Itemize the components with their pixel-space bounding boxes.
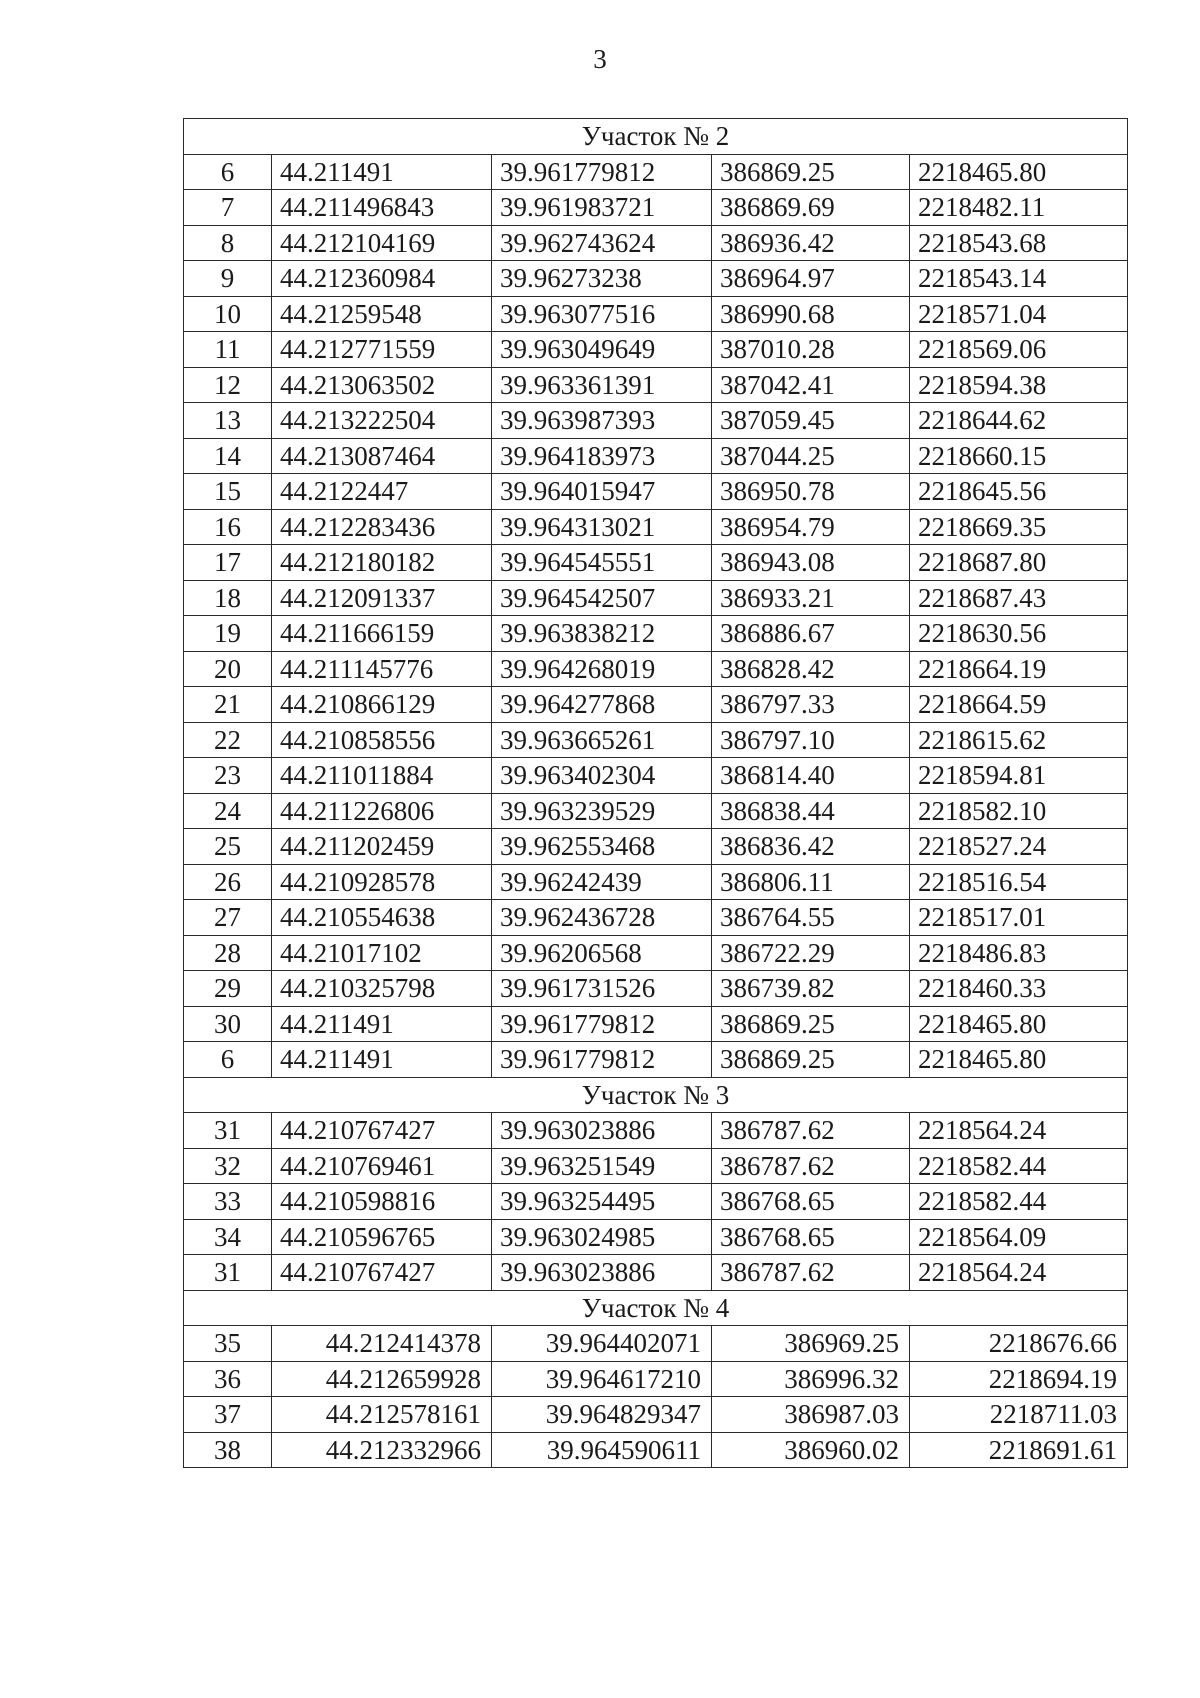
point-number-cell: 37 [184,1397,272,1433]
longitude-cell: 39.964590611 [492,1432,712,1468]
longitude-cell: 39.964542507 [492,580,712,616]
longitude-cell: 39.963023886 [492,1113,712,1149]
point-number-cell: 6 [184,154,272,190]
x-coordinate-cell: 386936.42 [712,225,910,261]
table-row [184,687,1128,723]
point-number-cell: 14 [184,438,272,474]
latitude-cell: 44.212104169 [272,225,492,261]
x-coordinate-cell: 386764.55 [712,900,910,936]
point-number-cell: 6 [184,1042,272,1078]
y-coordinate-cell: 2218543.68 [910,225,1128,261]
point-number-cell: 30 [184,1006,272,1042]
table-row [184,332,1128,368]
point-number-cell: 7 [184,190,272,226]
section-header-row [184,1290,1128,1326]
table-row [184,509,1128,545]
y-coordinate-cell: 2218465.80 [910,154,1128,190]
x-coordinate-cell: 386768.65 [712,1184,910,1220]
latitude-cell: 44.210767427 [272,1255,492,1291]
y-coordinate-cell: 2218645.56 [910,474,1128,510]
x-coordinate-cell: 386836.42 [712,829,910,865]
y-coordinate-cell: 2218460.33 [910,971,1128,1007]
section-header-row [184,119,1128,155]
x-coordinate-cell: 386869.25 [712,1042,910,1078]
table-row [184,1326,1128,1362]
table-row [184,935,1128,971]
x-coordinate-cell: 386969.25 [712,1326,910,1362]
section-title: Участок № 2 [184,119,1128,155]
point-number-cell: 31 [184,1255,272,1291]
x-coordinate-cell: 386797.33 [712,687,910,723]
point-number-cell: 27 [184,900,272,936]
page-number: 3 [593,44,607,74]
longitude-cell: 39.96206568 [492,935,712,971]
point-number-cell: 20 [184,651,272,687]
latitude-cell: 44.211491 [272,1006,492,1042]
longitude-cell: 39.962743624 [492,225,712,261]
longitude-cell: 39.963023886 [492,1255,712,1291]
point-number-cell: 31 [184,1113,272,1149]
coordinates-table [183,118,1128,1468]
x-coordinate-cell: 386933.21 [712,580,910,616]
longitude-cell: 39.96273238 [492,261,712,297]
y-coordinate-cell: 2218594.81 [910,758,1128,794]
x-coordinate-cell: 387042.41 [712,367,910,403]
x-coordinate-cell: 386964.97 [712,261,910,297]
x-coordinate-cell: 387059.45 [712,403,910,439]
table-row [184,829,1128,865]
y-coordinate-cell: 2218664.59 [910,687,1128,723]
table-row [184,438,1128,474]
point-number-cell: 36 [184,1361,272,1397]
table-row [184,154,1128,190]
y-coordinate-cell: 2218660.15 [910,438,1128,474]
y-coordinate-cell: 2218569.06 [910,332,1128,368]
point-number-cell: 9 [184,261,272,297]
latitude-cell: 44.212578161 [272,1397,492,1433]
longitude-cell: 39.963254495 [492,1184,712,1220]
x-coordinate-cell: 386869.69 [712,190,910,226]
y-coordinate-cell: 2218644.62 [910,403,1128,439]
x-coordinate-cell: 386954.79 [712,509,910,545]
y-coordinate-cell: 2218527.24 [910,829,1128,865]
y-coordinate-cell: 2218486.83 [910,935,1128,971]
y-coordinate-cell: 2218594.38 [910,367,1128,403]
longitude-cell: 39.963239529 [492,793,712,829]
point-number-cell: 8 [184,225,272,261]
longitude-cell: 39.963665261 [492,722,712,758]
point-number-cell: 35 [184,1326,272,1362]
longitude-cell: 39.961779812 [492,1006,712,1042]
x-coordinate-cell: 386960.02 [712,1432,910,1468]
point-number-cell: 22 [184,722,272,758]
longitude-cell: 39.961779812 [492,1042,712,1078]
latitude-cell: 44.211202459 [272,829,492,865]
longitude-cell: 39.964829347 [492,1397,712,1433]
y-coordinate-cell: 2218582.10 [910,793,1128,829]
x-coordinate-cell: 386996.32 [712,1361,910,1397]
y-coordinate-cell: 2218582.44 [910,1184,1128,1220]
point-number-cell: 38 [184,1432,272,1468]
table-row [184,367,1128,403]
latitude-cell: 44.211491 [272,1042,492,1078]
longitude-cell: 39.96242439 [492,864,712,900]
latitude-cell: 44.210858556 [272,722,492,758]
latitude-cell: 44.212180182 [272,545,492,581]
latitude-cell: 44.212659928 [272,1361,492,1397]
point-number-cell: 29 [184,971,272,1007]
point-number-cell: 19 [184,616,272,652]
x-coordinate-cell: 386814.40 [712,758,910,794]
x-coordinate-cell: 386722.29 [712,935,910,971]
y-coordinate-cell: 2218676.66 [910,1326,1128,1362]
x-coordinate-cell: 386886.67 [712,616,910,652]
longitude-cell: 39.963402304 [492,758,712,794]
table-row [184,1397,1128,1433]
point-number-cell: 17 [184,545,272,581]
longitude-cell: 39.964545551 [492,545,712,581]
longitude-cell: 39.963361391 [492,367,712,403]
latitude-cell: 44.212414378 [272,1326,492,1362]
table-row [184,261,1128,297]
x-coordinate-cell: 386869.25 [712,154,910,190]
y-coordinate-cell: 2218711.03 [910,1397,1128,1433]
latitude-cell: 44.213222504 [272,403,492,439]
coordinates-table-body [184,119,1128,1468]
longitude-cell: 39.964313021 [492,509,712,545]
table-row [184,1219,1128,1255]
y-coordinate-cell: 2218630.56 [910,616,1128,652]
y-coordinate-cell: 2218571.04 [910,296,1128,332]
y-coordinate-cell: 2218694.19 [910,1361,1128,1397]
y-coordinate-cell: 2218564.24 [910,1255,1128,1291]
table-row [184,545,1128,581]
point-number-cell: 18 [184,580,272,616]
point-number-cell: 15 [184,474,272,510]
latitude-cell: 44.210596765 [272,1219,492,1255]
latitude-cell: 44.211226806 [272,793,492,829]
point-number-cell: 16 [184,509,272,545]
x-coordinate-cell: 387010.28 [712,332,910,368]
y-coordinate-cell: 2218582.44 [910,1148,1128,1184]
latitude-cell: 44.211496843 [272,190,492,226]
latitude-cell: 44.210598816 [272,1184,492,1220]
x-coordinate-cell: 386787.62 [712,1148,910,1184]
y-coordinate-cell: 2218669.35 [910,509,1128,545]
x-coordinate-cell: 386828.42 [712,651,910,687]
y-coordinate-cell: 2218564.24 [910,1113,1128,1149]
longitude-cell: 39.963987393 [492,403,712,439]
section-header-row [184,1077,1128,1113]
x-coordinate-cell: 386787.62 [712,1113,910,1149]
y-coordinate-cell: 2218564.09 [910,1219,1128,1255]
latitude-cell: 44.210769461 [272,1148,492,1184]
point-number-cell: 26 [184,864,272,900]
y-coordinate-cell: 2218664.19 [910,651,1128,687]
latitude-cell: 44.211011884 [272,758,492,794]
y-coordinate-cell: 2218465.80 [910,1006,1128,1042]
longitude-cell: 39.961731526 [492,971,712,1007]
point-number-cell: 23 [184,758,272,794]
longitude-cell: 39.964183973 [492,438,712,474]
longitude-cell: 39.964402071 [492,1326,712,1362]
latitude-cell: 44.211145776 [272,651,492,687]
longitude-cell: 39.963077516 [492,296,712,332]
table-row [184,190,1128,226]
latitude-cell: 44.211666159 [272,616,492,652]
table-row [184,1006,1128,1042]
latitude-cell: 44.210554638 [272,900,492,936]
x-coordinate-cell: 386768.65 [712,1219,910,1255]
longitude-cell: 39.964268019 [492,651,712,687]
table-row [184,1148,1128,1184]
y-coordinate-cell: 2218543.14 [910,261,1128,297]
table-row [184,1361,1128,1397]
x-coordinate-cell: 386987.03 [712,1397,910,1433]
table-row [184,296,1128,332]
table-row [184,758,1128,794]
longitude-cell: 39.963838212 [492,616,712,652]
table-row [184,793,1128,829]
y-coordinate-cell: 2218687.80 [910,545,1128,581]
latitude-cell: 44.210866129 [272,687,492,723]
y-coordinate-cell: 2218615.62 [910,722,1128,758]
table-row [184,900,1128,936]
point-number-cell: 24 [184,793,272,829]
latitude-cell: 44.212771559 [272,332,492,368]
latitude-cell: 44.212283436 [272,509,492,545]
x-coordinate-cell: 386787.62 [712,1255,910,1291]
latitude-cell: 44.210767427 [272,1113,492,1149]
point-number-cell: 25 [184,829,272,865]
point-number-cell: 34 [184,1219,272,1255]
section-title: Участок № 4 [184,1290,1128,1326]
x-coordinate-cell: 386739.82 [712,971,910,1007]
table-row [184,1432,1128,1468]
longitude-cell: 39.964277868 [492,687,712,723]
x-coordinate-cell: 386838.44 [712,793,910,829]
y-coordinate-cell: 2218687.43 [910,580,1128,616]
latitude-cell: 44.212332966 [272,1432,492,1468]
latitude-cell: 44.212360984 [272,261,492,297]
table-row [184,651,1128,687]
longitude-cell: 39.961983721 [492,190,712,226]
x-coordinate-cell: 386806.11 [712,864,910,900]
table-row [184,1184,1128,1220]
latitude-cell: 44.213063502 [272,367,492,403]
section-title: Участок № 3 [184,1077,1128,1113]
point-number-cell: 33 [184,1184,272,1220]
latitude-cell: 44.212091337 [272,580,492,616]
longitude-cell: 39.963251549 [492,1148,712,1184]
longitude-cell: 39.964617210 [492,1361,712,1397]
table-row [184,403,1128,439]
y-coordinate-cell: 2218517.01 [910,900,1128,936]
point-number-cell: 10 [184,296,272,332]
point-number-cell: 21 [184,687,272,723]
y-coordinate-cell: 2218516.54 [910,864,1128,900]
latitude-cell: 44.213087464 [272,438,492,474]
table-row [184,580,1128,616]
latitude-cell: 44.2122447 [272,474,492,510]
table-row [184,474,1128,510]
x-coordinate-cell: 386990.68 [712,296,910,332]
table-row [184,1255,1128,1291]
longitude-cell: 39.962436728 [492,900,712,936]
longitude-cell: 39.963049649 [492,332,712,368]
y-coordinate-cell: 2218691.61 [910,1432,1128,1468]
x-coordinate-cell: 386943.08 [712,545,910,581]
point-number-cell: 28 [184,935,272,971]
latitude-cell: 44.210928578 [272,864,492,900]
longitude-cell: 39.961779812 [492,154,712,190]
table-row [184,616,1128,652]
y-coordinate-cell: 2218482.11 [910,190,1128,226]
table-row [184,722,1128,758]
point-number-cell: 32 [184,1148,272,1184]
table-row [184,1042,1128,1078]
table-row [184,971,1128,1007]
latitude-cell: 44.211491 [272,154,492,190]
point-number-cell: 13 [184,403,272,439]
latitude-cell: 44.21017102 [272,935,492,971]
longitude-cell: 39.964015947 [492,474,712,510]
x-coordinate-cell: 386950.78 [712,474,910,510]
table-row [184,1113,1128,1149]
latitude-cell: 44.210325798 [272,971,492,1007]
point-number-cell: 12 [184,367,272,403]
table-row [184,225,1128,261]
x-coordinate-cell: 386869.25 [712,1006,910,1042]
y-coordinate-cell: 2218465.80 [910,1042,1128,1078]
longitude-cell: 39.963024985 [492,1219,712,1255]
x-coordinate-cell: 386797.10 [712,722,910,758]
latitude-cell: 44.21259548 [272,296,492,332]
longitude-cell: 39.962553468 [492,829,712,865]
point-number-cell: 11 [184,332,272,368]
x-coordinate-cell: 387044.25 [712,438,910,474]
table-row [184,864,1128,900]
